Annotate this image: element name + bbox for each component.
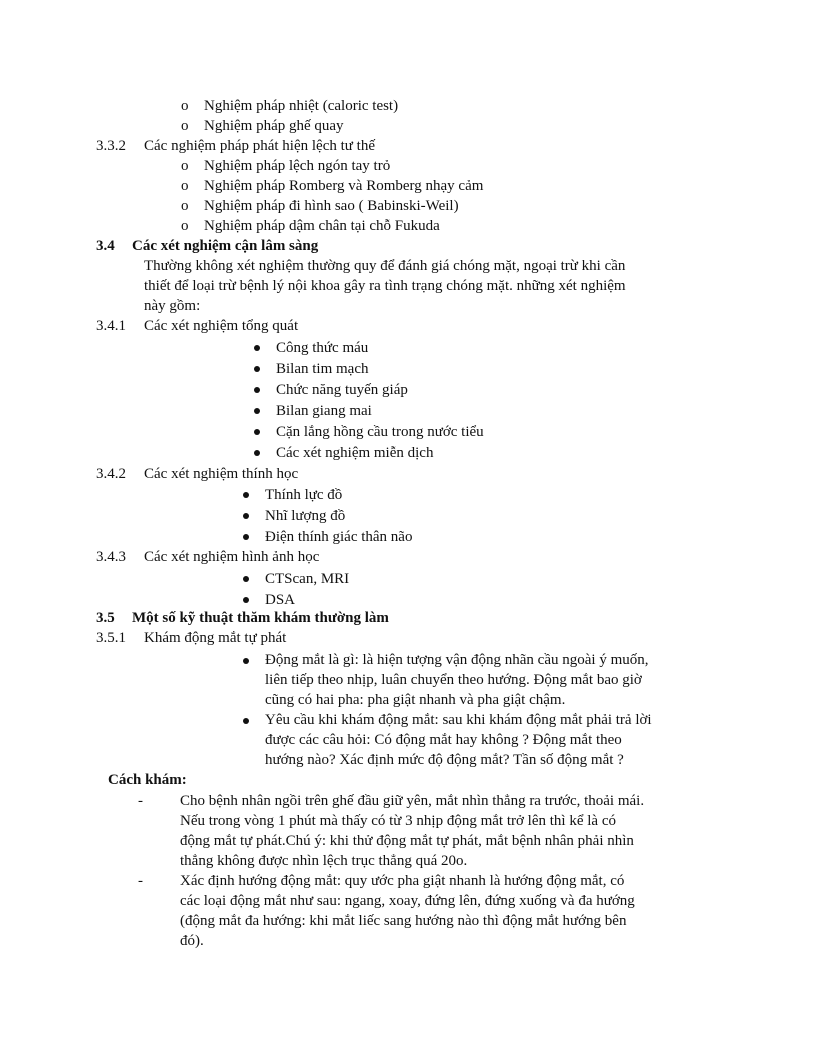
bullet-icon [254, 408, 260, 414]
bullet-icon [254, 366, 260, 372]
circle-bullet-icon: o [181, 158, 189, 174]
list-item: Nghiệm pháp nhiệt (caloric test) [204, 98, 399, 114]
list-item: Nghiệm pháp dậm chân tại chỗ Fukuda [204, 218, 440, 234]
list-item: Chức năng tuyến giáp [276, 382, 408, 398]
section-heading: Các xét nghiệm thính học [144, 466, 299, 482]
paragraph-line: động mắt tự phát.Chú ý: khi thử động mắt tự phát, mắt bệnh nhân phải nhìn [180, 833, 634, 849]
section-heading: Các nghiệm pháp phát hiện lệch tư thế [144, 138, 375, 154]
section-heading: Các xét nghiệm cận lâm sàng [132, 238, 319, 254]
paragraph-line: Yêu cầu khi khám động mắt: sau khi khám động mắt phải trả lời [265, 712, 652, 728]
paragraph-line: cũng có hai pha: pha giật nhanh và pha giật chậm. [265, 692, 566, 708]
list-item: Nghiệm pháp lệch ngón tay trỏ [204, 158, 391, 174]
paragraph-line: được các câu hỏi: Có động mắt hay không ? Động mắt theo [265, 732, 622, 748]
list-item: Nghiệm pháp đi hình sao ( Babinski-Weil) [204, 198, 459, 214]
section-heading: Các xét nghiệm hình ảnh học [144, 549, 320, 565]
circle-bullet-icon: o [181, 98, 189, 114]
circle-bullet-icon: o [181, 178, 189, 194]
section-number: 3.4.3 [96, 549, 126, 565]
bullet-icon [254, 387, 260, 393]
bullet-icon [254, 429, 260, 435]
subheading: Cách khám: [108, 772, 187, 788]
paragraph-line: thiết để loại trừ bệnh lý nội khoa gây ra tình trạng chóng mặt. những xét nghiệm [144, 278, 626, 294]
list-item: Nhĩ lượng đồ [265, 508, 346, 524]
list-item: Các xét nghiệm miễn dịch [276, 445, 434, 461]
bullet-icon [243, 658, 249, 664]
section-number: 3.4.2 [96, 466, 126, 482]
bullet-icon [254, 450, 260, 456]
paragraph-line: liên tiếp theo nhịp, luân chuyển theo hướng. Động mắt bao giờ [265, 672, 642, 688]
circle-bullet-icon: o [181, 218, 189, 234]
list-item: Thính lực đồ [265, 487, 343, 503]
paragraph-line: Nếu trong vòng 1 phút mà thấy có từ 3 nhịp động mắt trở lên thì kể là có [180, 813, 616, 829]
paragraph-line: Cho bệnh nhân ngồi trên ghế đầu giữ yên, mắt nhìn thẳng ra trước, thoải mái. [180, 793, 645, 809]
list-item: DSA [265, 592, 296, 608]
section-heading: Một số kỹ thuật thăm khám thường làm [132, 610, 389, 626]
section-number: 3.4.1 [96, 318, 126, 334]
dash-bullet: - [138, 873, 143, 889]
circle-bullet-icon: o [181, 198, 189, 214]
bullet-icon [243, 513, 249, 519]
list-item: Nghiệm pháp Romberg và Romberg nhạy cảm [204, 178, 484, 194]
list-item: Bilan tim mạch [276, 361, 369, 377]
list-item: Bilan giang mai [276, 403, 372, 419]
paragraph-line: Động mắt là gì: là hiện tượng vận động nhãn cầu ngoài ý muốn, [265, 652, 649, 668]
section-heading: Khám động mắt tự phát [144, 630, 287, 646]
paragraph-line: này gồm: [144, 298, 201, 314]
section-number: 3.4 [96, 238, 115, 254]
paragraph-line: Thường không xét nghiệm thường quy để đánh giá chóng mặt, ngoại trừ khi cần [144, 258, 626, 274]
paragraph-line: thẳng không được nhìn lệch trục thẳng quá 20o. [180, 853, 468, 869]
list-item: Điện thính giác thân não [265, 529, 413, 545]
list-item: Cặn lắng hồng cầu trong nước tiểu [276, 424, 484, 440]
section-number: 3.5.1 [96, 630, 126, 646]
bullet-icon [254, 345, 260, 351]
paragraph-line: (động mắt đa hướng: khi mắt liếc sang hướng nào thì động mắt hướng bên [180, 913, 627, 929]
bullet-icon [243, 597, 249, 603]
dash-bullet: - [138, 793, 143, 809]
list-item: CTScan, MRI [265, 571, 350, 587]
bullet-icon [243, 534, 249, 540]
bullet-icon [243, 576, 249, 582]
bullet-icon [243, 492, 249, 498]
paragraph-line: Xác định hướng động mắt: quy ước pha giật nhanh là hướng động mắt, có [180, 873, 625, 889]
paragraph-line: các loại động mắt như sau: ngang, xoay, đứng lên, đứng xuống và đa hướng [180, 893, 635, 909]
section-number: 3.5 [96, 610, 115, 626]
paragraph-line: đó). [180, 933, 204, 949]
section-number: 3.3.2 [96, 138, 126, 154]
bullet-icon [243, 718, 249, 724]
circle-bullet-icon: o [181, 118, 189, 134]
paragraph-line: hướng nào? Xác định mức độ động mắt? Tần số động mắt ? [265, 752, 624, 768]
list-item: Công thức máu [276, 340, 369, 356]
list-item: Nghiệm pháp ghế quay [204, 118, 344, 134]
section-heading: Các xét nghiệm tổng quát [144, 318, 299, 334]
